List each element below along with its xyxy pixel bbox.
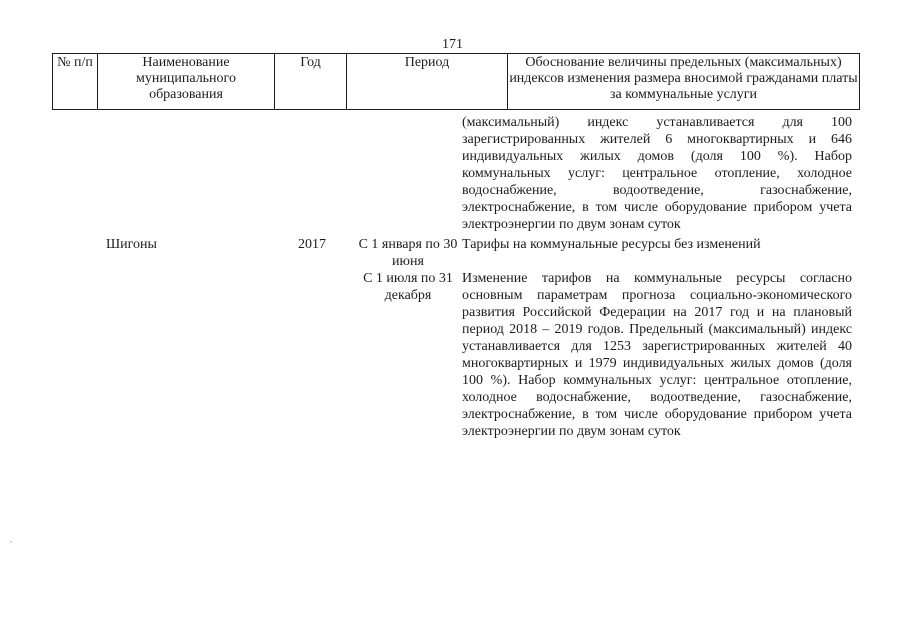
justification-first-half: Тарифы на коммунальные ресурсы без изменений (462, 237, 761, 252)
page-number: 171 (442, 37, 463, 52)
justification-second-half: Изменение тарифов на коммунальные ресурсы согласно основным параметрам прогноза социально-экономического развития Российской Федерации на 2017 год и на плановый период 2018 – 2019 годов. Предельный (максимальный) индекс устанавливается для 1253 зарегистрированных жителей 40 многоквартирных и 1979 индивидуальных жилых домов (доля 100 %). Набор коммунальных услуг: центральное отопление, холодное водоснабжение, водоотведение, газоснабжение, электроснабжение, в том числе оборудование прибором учета электроэнергии по двум зонам суток (462, 271, 852, 439)
header-justification: Обоснование величины предельных (максимальных) индексов изменения размера вносимой гражданами платы за коммунальные услуги (509, 55, 858, 102)
period-first-half: С 1 января по 30 июня (358, 237, 458, 269)
municipality-name: Шигоны (106, 237, 157, 252)
scan-speck (10, 541, 12, 543)
table-header (52, 53, 860, 110)
header-period: Период (347, 54, 508, 109)
header-municipality-name: Наименование муниципального образования (98, 54, 275, 109)
year-value: 2017 (298, 237, 326, 252)
period-second-half: С 1 июля по 31 декабря (363, 271, 453, 303)
header-year: Год (275, 54, 347, 109)
justification-continuation: (максимальный) индекс устанавливается для 100 зарегистрированных жителей 6 многоквартирных и 646 индивидуальных жилых домов (доля 100 %). Набор коммунальных услуг: центральное отопление, холодное водоснабжение, водоотведение, газоснабжение, электроснабжение, в том числе оборудование прибором учета электроэнергии по двум зонам суток (462, 115, 852, 232)
header-number: № п/п (53, 54, 98, 109)
